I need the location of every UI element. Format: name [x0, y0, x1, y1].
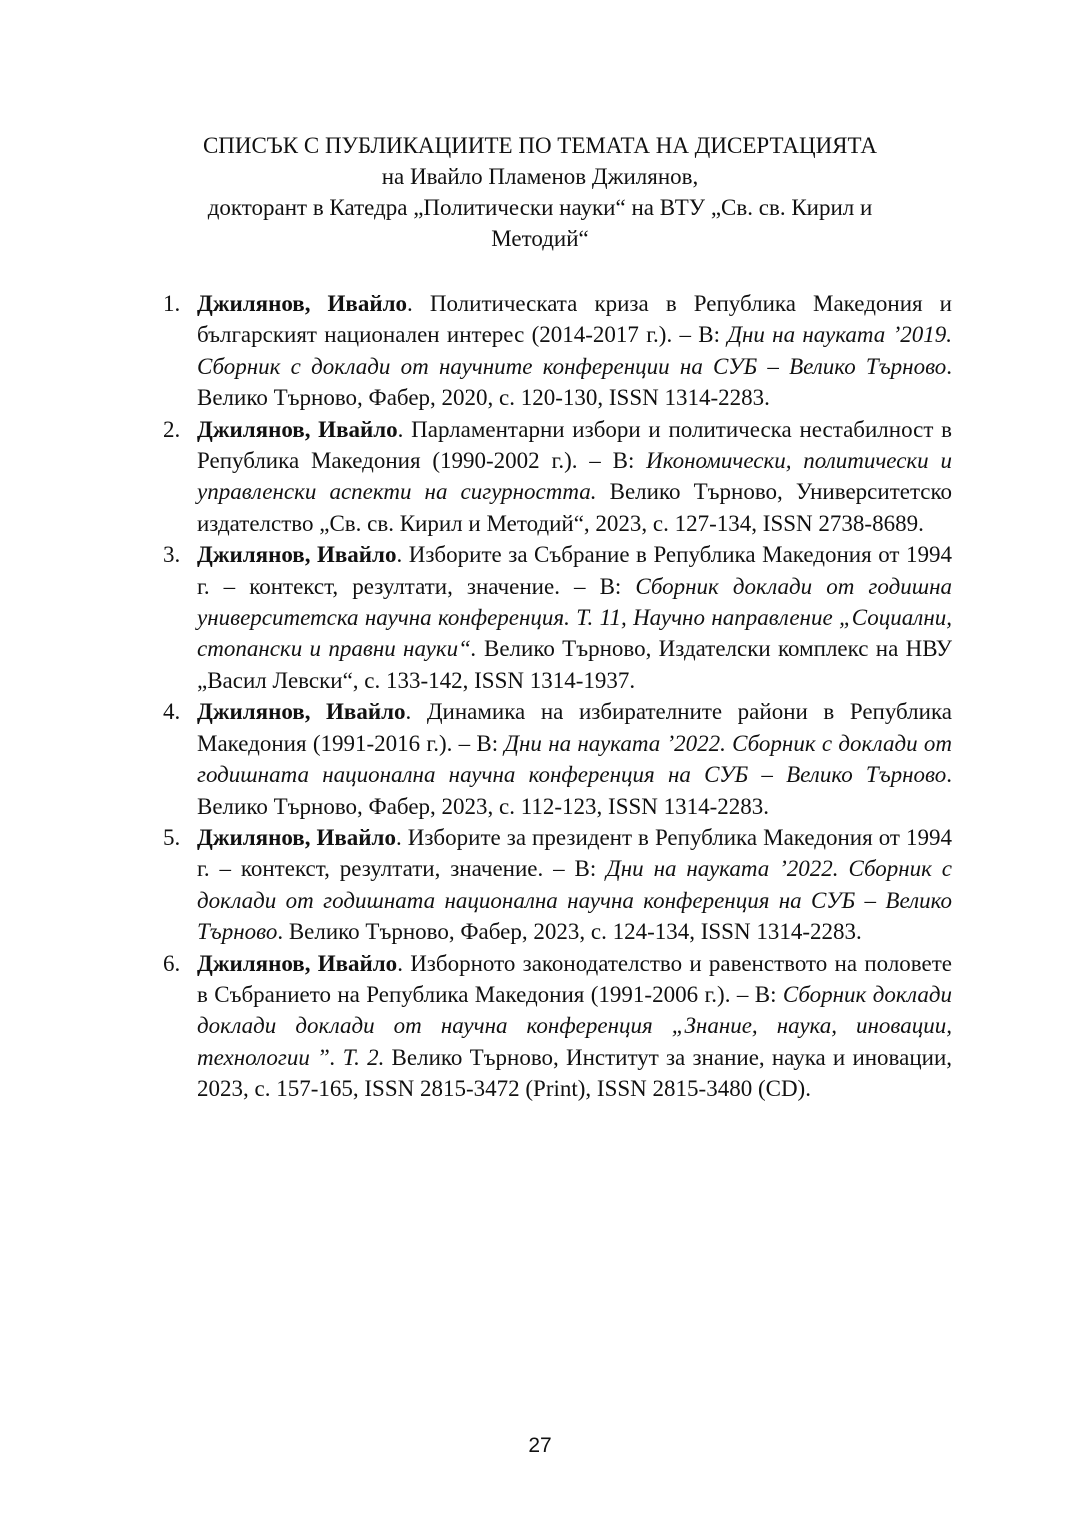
item-number: 2.: [163, 416, 181, 442]
list-item: [160, 948, 952, 1105]
item-number: 1.: [163, 291, 181, 316]
item-author: Джилянов, Ивайло: [197, 699, 406, 725]
item-title: . Политическата криза в Република Македония и българският национален интерес (2014-2017 г.). – В:: [197, 291, 952, 348]
item-source: Сборник доклади от годишна университетска научна конференция. Т. 11, Научно направление „Социални, стопански и правни науки“.: [197, 573, 952, 662]
item-author: Джилянов, Ивайло: [197, 542, 397, 568]
item-number: 3.: [163, 542, 181, 568]
title-line-2: на Ивайло Пламенов Джилянов,: [381, 164, 699, 189]
item-source: Икономически, политически и управленски аспекти на сигурността.: [197, 448, 952, 505]
list-item: [160, 288, 952, 414]
list-item: [160, 696, 952, 822]
item-source: Дни на науката ’2022. Сборник с доклади от годишната национална научна конференция на СУБ – Велико Търново: [197, 856, 952, 945]
item-author: Джилянов, Ивайло: [197, 824, 396, 850]
item-title: . Изборното законодателство и равенството на половете в Събранието на Република Македония (1991-2006 г.). – В:: [197, 950, 952, 1007]
list-item: [160, 822, 952, 948]
item-details: Велико Търново, Издателски комплекс на НВУ „Васил Левски“, с. 133-142, ISSN 1314-1937.: [197, 636, 952, 693]
page-number: 27: [528, 1434, 552, 1457]
title-line-4: Методий“: [491, 226, 589, 251]
item-number: 6.: [163, 950, 181, 976]
item-source: Дни на науката ’2019. Сборник с доклади от научните конференции на СУБ – Велико Търново: [197, 322, 952, 379]
item-author: Джилянов, Ивайло: [197, 416, 398, 442]
item-details: . Велико Търново, Фабер, 2020, с. 120-130, ISSN 1314-2283.: [197, 353, 952, 411]
title-line-3: докторант в Катедра „Политически науки“ на ВТУ „Св. св. Кирил и: [207, 195, 873, 220]
publication-list: [160, 288, 952, 1105]
item-details: . Велико Търново, Фабер, 2023, с. 112-123, ISSN 1314-2283.: [197, 762, 952, 819]
item-details: . Велико Търново, Фабер, 2023, с. 124-134, ISSN 1314-2283.: [277, 919, 862, 945]
item-title: . Динамика на избирателните райони в Република Македония (1991-2016 г.). – В:: [197, 699, 952, 756]
list-item: [160, 414, 952, 540]
item-number: 4.: [163, 699, 181, 725]
item-title: . Парламентарни избори и политическа нестабилност в Република Македония (1990-2002 г.). – В:: [197, 416, 953, 474]
item-title: . Изборите за президент в Република Македония от 1994 г. – контекст, резултати, значение. – В:: [197, 824, 952, 882]
item-source: Сборник доклади доклади доклади от научна конференция „Знание, наука, иновации, технологии ”. Т. 2.: [197, 981, 952, 1070]
title-line-1: СПИСЪК С ПУБЛИКАЦИИТЕ ПО ТЕМАТА НА ДИСЕРТАЦИЯТА: [202, 133, 878, 158]
item-author: Джилянов, Ивайло: [197, 291, 408, 316]
list-item: [160, 539, 952, 696]
item-details: Велико Търново, Университетско издателство „Св. св. Кирил и Методий“, 2023, с. 127-134, ISSN 2738-8689.: [197, 479, 953, 536]
item-number: 5.: [163, 824, 181, 850]
item-details: Велико Търново, Институт за знание, наука и иновации, 2023, с. 157-165, ISSN 2815-3472 (Print), ISSN 2815-3480 (CD).: [197, 1044, 953, 1102]
item-title: . Изборите за Събрание в Република Македония от 1994 г. – контекст, резултати, значение. – В:: [197, 542, 952, 599]
item-source: Дни на науката ’2022. Сборник с доклади от годишната национална научна конференция на СУБ – Велико Търново: [197, 730, 952, 788]
item-author: Джилянов, Ивайло: [197, 950, 398, 976]
page-title: [160, 130, 920, 254]
